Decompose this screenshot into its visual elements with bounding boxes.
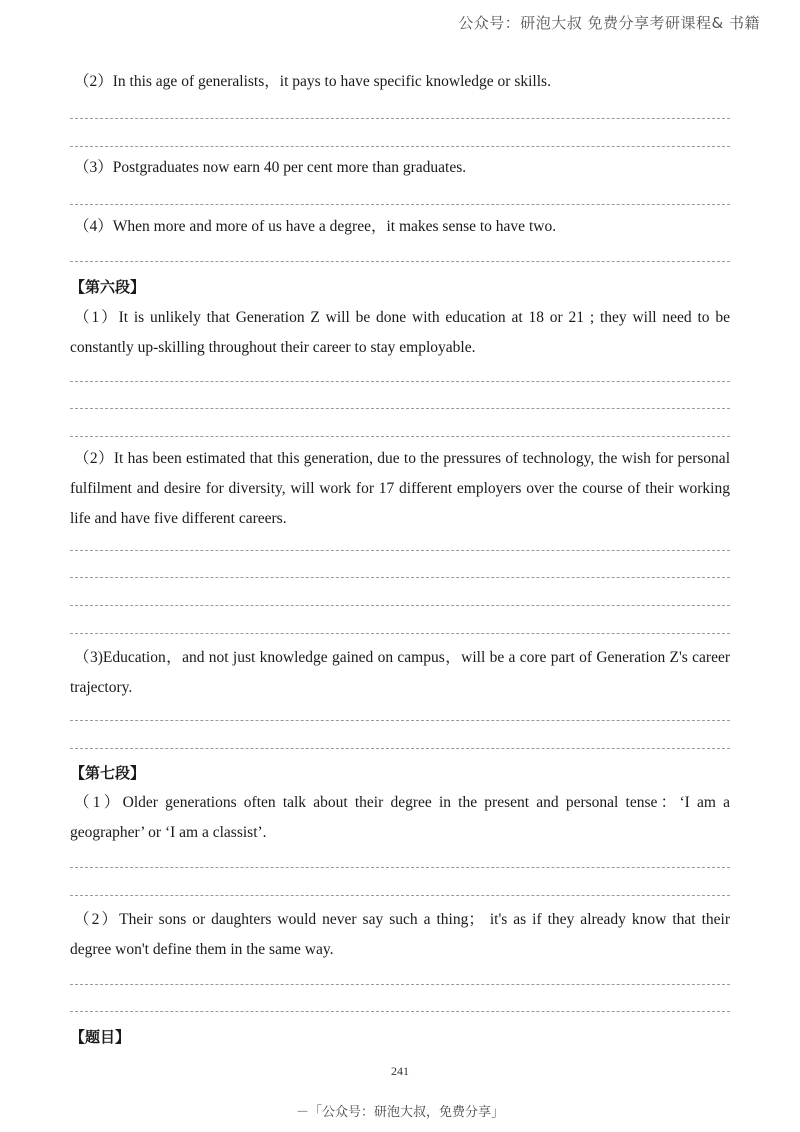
sentence-5-3: （3）Postgraduates now earn 40 per cent more than graduates. — [74, 159, 467, 176]
answer-line — [70, 633, 730, 634]
top-watermark: 公众号：研泡大叔 免费分享考研课程& 书籍 — [458, 14, 760, 32]
answer-line — [70, 408, 730, 409]
sentence-7-2: （2）Their sons or daughters would never say such a thing； it's as if they already know that their degree won't define them in the same way. — [70, 911, 730, 958]
section-heading-7: 【第七段】 — [70, 764, 146, 782]
sentence-5-4: （4）When more and more of us have a degree，it makes sense to have two. — [74, 218, 557, 235]
answer-line — [70, 204, 730, 205]
footer-watermark: －「公众号：研泡大叔，免费分享」 — [295, 1105, 504, 1120]
answer-line — [70, 748, 730, 749]
section-heading-questions: 【题目】 — [70, 1028, 131, 1046]
answer-line — [70, 895, 730, 896]
answer-line — [70, 605, 730, 606]
sentence-6-3: （3)Education，and not just knowledge gained on campus，will be a core part of Generation Z's career trajectory. — [70, 649, 730, 696]
sentence-6-2: （2）It has been estimated that this generation, due to the pressures of technology, the wish for personal fulfilment and desire for diversity, will work for 17 different employers over the course of their working life and have five different careers. — [70, 450, 730, 527]
answer-line — [70, 720, 730, 721]
answer-line — [70, 261, 730, 262]
answer-line — [70, 550, 730, 551]
answer-line — [70, 146, 730, 147]
answer-line — [70, 381, 730, 382]
answer-line — [70, 1011, 730, 1012]
answer-line — [70, 984, 730, 985]
sentence-5-2: （2）In this age of generalists，it pays to have specific knowledge or skills. — [74, 73, 551, 90]
answer-line — [70, 867, 730, 868]
answer-line — [70, 118, 730, 119]
answer-line — [70, 577, 730, 578]
sentence-6-1: （1）It is unlikely that Generation Z will be done with education at 18 or 21 ; they will need to be constantly up-skilling throughout their career to stay employable. — [70, 309, 730, 356]
page-number: 241 — [391, 1064, 409, 1078]
sentence-7-1: （1）Older generations often talk about their degree in the present and personal tense：‘I am a geographer’ or ‘I am a classist’. — [70, 794, 730, 841]
answer-line — [70, 436, 730, 437]
section-heading-6: 【第六段】 — [70, 278, 146, 296]
